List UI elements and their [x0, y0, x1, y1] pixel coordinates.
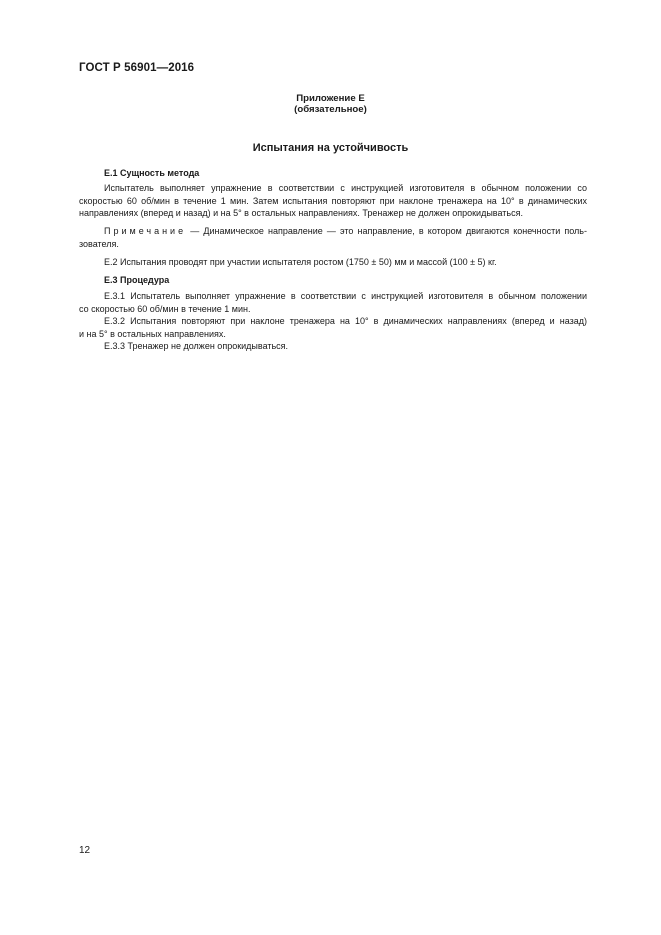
paragraph-line: Е.3.2 Испытания повторяют при наклоне тренажера на 10° в динамических направлениях (вперед и назад) — [104, 316, 587, 326]
standard-number: ГОСТ Р 56901—2016 — [79, 62, 195, 74]
section-e3-3-paragraph — [79, 340, 587, 353]
paragraph-line: Е.3.3 Тренажер не должен опрокидываться. — [104, 341, 289, 351]
paragraph-line: скоростью 60 об/мин в течение 1 мин. Затем испытания повторяют при наклоне тренажера на 10° в динамических — [79, 195, 587, 206]
note-line: зователя. — [79, 238, 119, 249]
paragraph-line: Испытатель выполняет упражнение в соответствии с инструкцией изготовителя в обычном положении со — [104, 183, 587, 193]
section-e3-2-paragraph — [79, 315, 587, 340]
section-e2-paragraph — [79, 256, 587, 269]
page-number: 12 — [79, 845, 91, 856]
section-e3-heading: Е.3 Процедура — [104, 275, 170, 285]
paragraph-line: направлениях (вперед и назад) и на 5° в остальных направлениях. Тренажер не должен опрокидываться. — [79, 208, 523, 219]
paragraph-line: и на 5° в остальных направлениях. — [79, 328, 226, 339]
section-e1-heading: Е.1 Сущность метода — [104, 168, 200, 178]
note-paragraph — [79, 225, 587, 250]
note-label: Примечание — [104, 226, 187, 236]
section-e3-1-paragraph — [79, 290, 587, 315]
annex-status: (обязательное) — [294, 104, 367, 115]
paragraph-line: Е.3.1 Испытатель выполняет упражнение в соответствии с инструкцией изготовителя в обычном положении — [104, 291, 587, 301]
note-text: — Динамическое направление — это направление, в котором двигаются конечности поль- — [186, 226, 587, 236]
annex-title: Приложение Е — [296, 93, 365, 104]
section-e1-paragraph — [79, 182, 587, 220]
note-line — [79, 225, 587, 238]
document-title: Испытания на устойчивость — [252, 142, 409, 154]
paragraph-line: со скоростью 60 об/мин в течение 1 мин. — [79, 303, 251, 314]
paragraph-line: Е.2 Испытания проводят при участии испытателя ростом (1750 ± 50) мм и массой (100 ± 5) кг. — [104, 257, 497, 267]
